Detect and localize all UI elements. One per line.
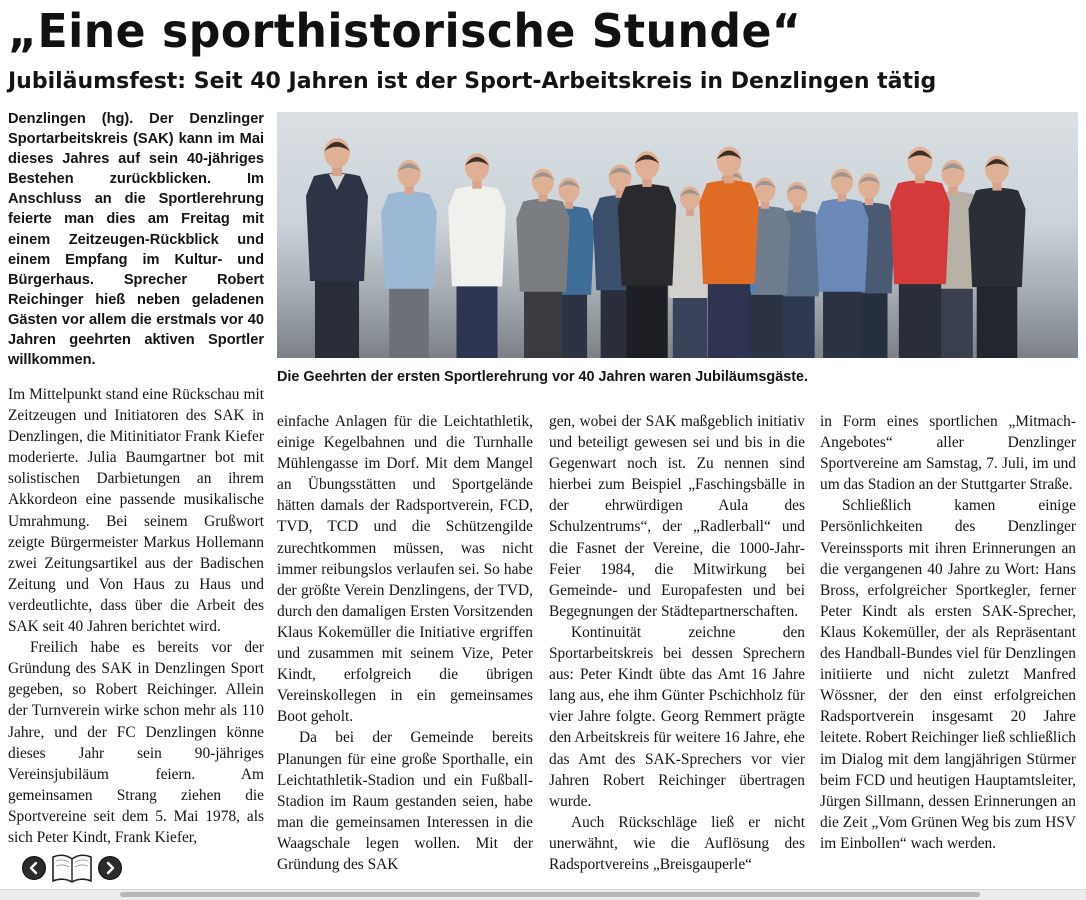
column-1-paragraph-1: Im Mittelpunkt stand eine Rückschau mit Zeitzeugen und Initiatoren des SAK in Denzlingen, die Mitinitiator Frank Kiefer moderierte. Julia Baumgartner bot mit solistischen Darbietungen an ihrem Akkordeon eine passende musikalische Umrahmung. Bei seinem Grußwort zeigte Bürgermeister Markus Hollemann zwei Zeitungsartikel aus der Badischen Zeitung und Von Haus zu Haus und verdeutlichte, dass über die Arbeit des SAK seit 40 Jahren berichtet wird. [8,386,264,636]
article-column-2 [277,411,533,875]
photo-person [699,147,759,358]
headline: „Eine sporthistorische Stunde“ [8,4,802,58]
column-3-paragraph-2: Kontinuität zeichne den Sportarbeitskreis bei dessen Sprechern aus: Peter Kindt übte das Amt 16 Jahre lang aus, ehe ihm Günter Pschichholz für vier Jahre folgte. Georg Remmert prägte den Arbeitskreis für weitere 16 Jahre, ehe das Amt des SAK-Sprechers vor vier Jahren Robert Reichinger übertragen wurde. [549,623,805,810]
photo-person [815,169,868,358]
photo-person [890,147,950,358]
previous-page-button[interactable] [22,856,46,880]
column-2-paragraph-2: Da bei der Gemeinde bereits Planungen für eine große Sporthalle, ein Leichtathletik-Stadion und ein Fußball-Stadion im Raum gestanden seien, habe man die gemeinsamen Interessen in die Waagschale legen wollen. Mit der Gründung des SAK [277,729,533,873]
column-2-paragraph-1: einfache Anlagen für die Leichtathletik, einige Kegelbahnen und die Turnhalle Mühlengasse im Dorf. Mit dem Mangel an Übungsstätten und Sportgelände hätten damals der Radsportverein, FCD, TVD, TCD und die Schützengilde zurechtkommen müssen, was nicht immer reibungslos verlaufen sei. So habe der größte Verein Denzlingens, der TVD, durch den damaligen Ersten Vorsitzenden Klaus Kokemüller die Initiative ergriffen und zusammen mit seinem Vize, Peter Kindt, erfolgreich die übrigen Vereinskollegen in ein gemeinsames Boot geholt. [277,413,533,726]
column-3-paragraph-3: Auch Rückschläge ließ er nicht unerwähnt, wie die Auflösung des Radsportvereins „Breisgauperle“ [549,813,805,873]
column-4-paragraph-1: in Form eines sportlichen „Mitmach-Angebotes“ aller Denzlinger Sportvereine am Samstag, 7. Juli, im und um das Stadion an der Stuttgarter Straße. [820,413,1076,494]
article-column-3 [549,411,805,875]
column-4-paragraph-2: Schließlich kamen einige Persönlichkeiten des Denzlinger Vereinssports mit ihren Erinnerungen an die vergangenen 40 Jahre zu Wort: Hans Bross, erfolgreicher Sportkegler, ferner Peter Kindt als ersten SAK-Sprecher, Klaus Kokemüller, der als Repräsentant des Handball-Bundes viel für Denzlingen initiierte und nicht zuletzt Manfred Wössner, der den einst erfolgreichen Radsportverein insgesamt 20 Jahre leitete. Robert Reichinger ließ schließlich im Dialog mit dem langjährigen Stürmer beim FCD und heutigen Hauptamtsleiter, Jürgen Sillmann, dessen Erinnerungen an die Zeit „Vom Grünen Weg bis zum HSV im Einbollen“ wach werden. [820,497,1076,852]
photo-caption: Die Geehrten der ersten Sportlerehrung vor 40 Jahren waren Jubiläumsgäste. [277,369,809,385]
page-viewer-controls [22,851,128,885]
photo-person [448,153,506,358]
photo-person [306,138,368,358]
chevron-left-icon [27,861,41,875]
group-photo [277,112,1078,358]
photo-person [381,160,437,358]
column-1-paragraph-2: Freilich habe es bereits vor der Gründung des SAK in Denzlingen Sport gegeben, so Robert Reichinger. Allein der Turnverein wirke schon mehr als 110 Jahre, und der FC Denzlingen könne dieses Jahr sein 90-jähriges Vereinsjubiläum feiern. Am gemeinsamen Strang ziehen die Sportvereine seit dem 5. Mai 1978, als sich Peter Kindt, Frank Kiefer, [8,639,264,846]
next-page-button[interactable] [98,856,122,880]
lead-paragraph: Denzlingen (hg). Der Denzlinger Sportarbeitskreis (SAK) kann im Mai dieses Jahres auf sein 40-jähriges Bestehen zurückblicken. Im Anschluss an die Sportlerehrung feierte man dies am Freitag mit einem Zeitzeugen-Rückblick und einem Empfang im Kultur- und Bürgerhaus. Sprecher Robert Reichinger hieß neben geladenen Gästen vor allem die erstmals vor 40 Jahren geehrten aktiven Sportler willkommen. [8,111,264,369]
article-column-1 [8,384,264,848]
horizontal-scrollbar[interactable] [0,889,1086,900]
scrollbar-thumb[interactable] [120,892,980,897]
open-book-icon[interactable] [50,851,94,885]
column-3-paragraph-1: gen, wobei der SAK maßgeblich initiativ und beteiligt gewesen sei und bis in die Gegenwart noch ist. Zu nennen sind hierbei zum Beispiel „Faschingsbälle in der ehrwürdigen Aula des Schulzentrums“, der „Radlerball“ und die Fasnet der Vereine, die 1000-Jahr-Feier 1984, die Mitwirkung bei Gemeinde- und Europafesten und bei Begegnungen der Städtepartnerschaften. [549,413,805,620]
article-column-4 [820,411,1076,854]
chevron-right-icon [103,861,117,875]
subheadline: Jubiläumsfest: Seit 40 Jahren ist der Sport-Arbeitskreis in Denzlingen tätig [8,69,937,94]
photo-person [968,156,1025,358]
